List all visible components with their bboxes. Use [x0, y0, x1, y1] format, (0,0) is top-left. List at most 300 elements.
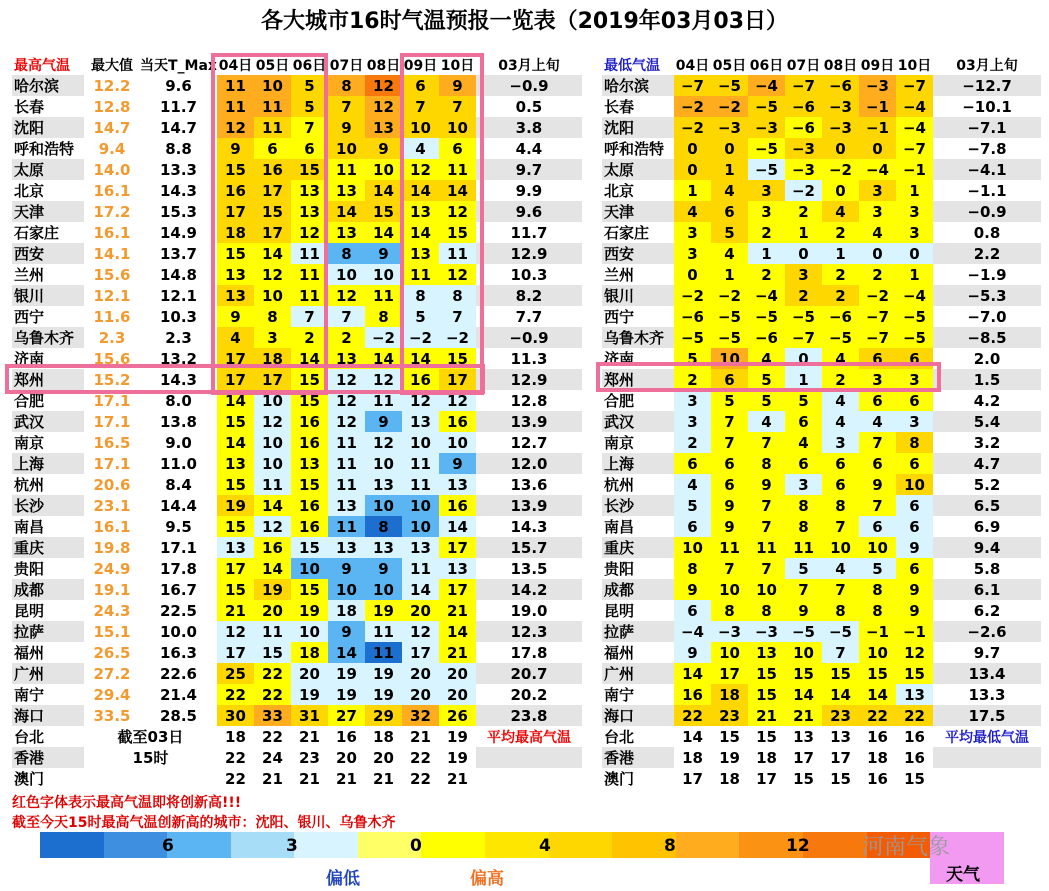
header-cell: 最高气温 — [14, 57, 70, 74]
city-name: 重庆 — [12, 537, 84, 558]
city-name: 武汉 — [12, 411, 84, 432]
record-max: 27.2 — [93, 664, 131, 683]
forecast-cell: −7 — [896, 75, 933, 96]
city-name: 台北 — [14, 728, 45, 746]
forecast-cell: 11 — [328, 432, 365, 453]
forecast-cell: 16 — [402, 369, 439, 390]
forecast-cell: −1 — [859, 621, 896, 642]
table-row — [602, 180, 1041, 201]
forecast-cell: 10 — [328, 264, 365, 285]
forecast-cell: −5 — [896, 327, 933, 348]
forecast-cell: 15 — [254, 642, 291, 663]
dekad-avg: 9.9 — [515, 181, 543, 200]
dekad-avg: −0.9 — [476, 327, 582, 348]
dekad-avg: 4.7 — [933, 453, 1041, 474]
forecast-cell: −7 — [896, 138, 933, 159]
dekad-avg: −2.6 — [933, 621, 1041, 642]
forecast-cell: 10 — [254, 285, 291, 306]
forecast-cell: 15 — [748, 726, 785, 747]
header-cell: 最大值 — [91, 57, 133, 74]
forecast-cell: 32 — [402, 705, 439, 726]
forecast-cell: 12 — [365, 432, 402, 453]
table-row — [12, 747, 582, 768]
forecast-cell: −7 — [859, 327, 896, 348]
forecast-cell: 1 — [896, 264, 933, 285]
legend-tick: 6 — [162, 836, 174, 856]
forecast-cell: 7 — [859, 495, 896, 516]
forecast-cell: 11 — [439, 159, 476, 180]
forecast-cell: 9 — [896, 537, 933, 558]
forecast-cell: 15 — [291, 159, 328, 180]
forecast-cell: 12 — [402, 390, 439, 411]
forecast-cell: 7 — [822, 642, 859, 663]
forecast-cell: 8 — [402, 285, 439, 306]
forecast-cell: 9 — [328, 621, 365, 642]
dekad-avg: 20.2 — [510, 685, 548, 704]
dekad-avg: 8.2 — [476, 285, 582, 306]
forecast-cell: 6 — [785, 453, 822, 474]
forecast-cell: 15 — [822, 768, 859, 789]
forecast-cell: 6 — [896, 516, 933, 537]
table-row — [602, 474, 1041, 495]
forecast-cell: 5 — [711, 390, 748, 411]
city-name: 北京 — [604, 182, 635, 200]
forecast-cell: 21 — [328, 768, 365, 789]
table-row — [12, 516, 582, 537]
record-max: 33.5 — [93, 706, 131, 725]
forecast-cell: 14 — [439, 516, 476, 537]
forecast-cell: −6 — [785, 117, 822, 138]
forecast-cell: 0 — [674, 264, 711, 285]
today-max: 16.7 — [159, 580, 197, 599]
forecast-cell: −5 — [785, 621, 822, 642]
forecast-cell: 24 — [254, 747, 291, 768]
forecast-cell: 15 — [748, 684, 785, 705]
forecast-cell: 7 — [822, 579, 859, 600]
forecast-cell: 10 — [402, 516, 439, 537]
forecast-cell: 31 — [291, 705, 328, 726]
city-name: 西安 — [12, 243, 84, 264]
forecast-cell: 3 — [859, 180, 896, 201]
dekad-avg: 3.8 — [476, 117, 582, 138]
dekad-avg: 0.8 — [973, 223, 1001, 242]
city-name: 哈尔滨 — [602, 75, 674, 96]
forecast-cell: −5 — [748, 306, 785, 327]
today-max: 10.3 — [159, 307, 197, 326]
forecast-cell: 1 — [785, 222, 822, 243]
today-max: 16.3 — [159, 643, 197, 662]
dekad-avg: 11.7 — [510, 223, 548, 242]
forecast-cell: 14 — [254, 558, 291, 579]
forecast-cell: 10 — [365, 159, 402, 180]
forecast-cell: 0 — [822, 180, 859, 201]
forecast-cell: 9 — [217, 306, 254, 327]
forecast-cell: 6 — [896, 390, 933, 411]
forecast-cell: −2 — [674, 285, 711, 306]
table-row — [602, 222, 1041, 243]
forecast-cell: 14 — [217, 390, 254, 411]
forecast-cell: 14 — [402, 222, 439, 243]
dekad-avg: −0.9 — [933, 201, 1041, 222]
forecast-cell: 8 — [785, 516, 822, 537]
forecast-cell: 13 — [217, 264, 254, 285]
forecast-cell: 14 — [402, 579, 439, 600]
forecast-cell: −7 — [785, 75, 822, 96]
forecast-cell: 11 — [217, 96, 254, 117]
forecast-cell: 4 — [859, 411, 896, 432]
forecast-cell: 5 — [785, 390, 822, 411]
forecast-cell: 15 — [365, 201, 402, 222]
today-max: 14.3 — [159, 181, 197, 200]
forecast-cell: 3 — [896, 222, 933, 243]
forecast-cell: 11 — [365, 285, 402, 306]
forecast-cell: −7 — [785, 327, 822, 348]
forecast-cell: 10 — [439, 117, 476, 138]
table-row — [12, 726, 582, 747]
dekad-avg: 17.5 — [933, 705, 1041, 726]
forecast-cell: 17 — [254, 369, 291, 390]
legend-tick: 12 — [786, 836, 810, 856]
dekad-avg: −1.9 — [967, 265, 1007, 284]
city-name: 香港 — [602, 747, 674, 768]
dekad-avg: 平均最高气温 — [486, 729, 571, 746]
forecast-cell: 19 — [328, 663, 365, 684]
forecast-cell: −3 — [748, 621, 785, 642]
forecast-cell: 2 — [859, 264, 896, 285]
forecast-cell: 2 — [674, 369, 711, 390]
forecast-cell: 8 — [785, 495, 822, 516]
forecast-cell: 7 — [822, 516, 859, 537]
forecast-cell: 20 — [439, 684, 476, 705]
forecast-cell: 11 — [365, 621, 402, 642]
note-record-red: 红色字体表示最高气温即将创新高!!! — [12, 795, 242, 811]
forecast-cell: 3 — [859, 201, 896, 222]
forecast-cell: 11 — [254, 117, 291, 138]
today-max: 12.1 — [159, 286, 197, 305]
city-name: 南昌 — [14, 518, 45, 536]
forecast-cell: −6 — [674, 306, 711, 327]
forecast-cell: −2 — [365, 327, 402, 348]
table-row — [12, 768, 582, 789]
forecast-cell: 15 — [217, 411, 254, 432]
forecast-cell: 13 — [365, 474, 402, 495]
highlight-zhengzhou-min — [596, 362, 941, 392]
forecast-cell: 7 — [711, 558, 748, 579]
forecast-cell: 1 — [896, 180, 933, 201]
forecast-cell: 15 — [859, 663, 896, 684]
forecast-cell: −5 — [711, 75, 748, 96]
forecast-cell: 3 — [896, 411, 933, 432]
city-name: 贵阳 — [604, 560, 635, 578]
forecast-cell: 5 — [291, 96, 328, 117]
forecast-cell: 13 — [217, 537, 254, 558]
table-row — [12, 537, 582, 558]
forecast-cell: 13 — [328, 537, 365, 558]
forecast-cell: 1 — [822, 243, 859, 264]
dekad-avg: 12.9 — [476, 243, 582, 264]
forecast-cell: 14 — [328, 642, 365, 663]
forecast-cell: 18 — [254, 348, 291, 369]
forecast-cell: 21 — [365, 768, 402, 789]
forecast-cell: 10 — [896, 474, 933, 495]
city-name: 南昌 — [604, 518, 635, 536]
header-cell: 10日 — [897, 57, 932, 74]
table-row — [602, 516, 1041, 537]
today-max: 9.5 — [165, 517, 192, 536]
today-max: 13.8 — [159, 412, 197, 431]
today-max: 15.3 — [159, 202, 197, 221]
city-name: 西安 — [602, 243, 674, 264]
dekad-avg: 12.3 — [476, 621, 582, 642]
city-name: 长沙 — [12, 495, 84, 516]
forecast-cell: 7 — [439, 96, 476, 117]
forecast-cell: 12 — [402, 159, 439, 180]
forecast-cell: 21 — [402, 726, 439, 747]
record-max: 16.1 — [93, 181, 131, 200]
forecast-cell: 8 — [859, 600, 896, 621]
forecast-cell: −5 — [822, 621, 859, 642]
dekad-avg: 0.5 — [515, 97, 543, 116]
dekad-avg: 13.6 — [510, 475, 548, 494]
forecast-cell: 0 — [859, 243, 896, 264]
forecast-cell: 4 — [748, 411, 785, 432]
header-cell: 04日 — [218, 57, 253, 74]
forecast-cell: 11 — [439, 243, 476, 264]
forecast-cell: 3 — [785, 474, 822, 495]
table-row — [602, 705, 1041, 726]
forecast-cell: 8 — [328, 75, 365, 96]
forecast-cell: 11 — [254, 621, 291, 642]
city-name: 澳门 — [604, 770, 635, 788]
forecast-cell: 20 — [439, 663, 476, 684]
forecast-cell: 11 — [785, 537, 822, 558]
forecast-cell: 11 — [254, 96, 291, 117]
header-cell: 08日 — [823, 57, 858, 74]
dekad-avg: 7.7 — [515, 307, 543, 326]
today-max: 13.3 — [159, 160, 197, 179]
forecast-cell: −5 — [674, 327, 711, 348]
city-name: 长沙 — [602, 495, 674, 516]
forecast-cell: 11 — [254, 474, 291, 495]
forecast-cell: 7 — [859, 432, 896, 453]
forecast-cell: 5 — [674, 348, 711, 369]
table-row — [602, 138, 1041, 159]
header-cell: 09日 — [860, 57, 895, 74]
forecast-cell: 17 — [217, 558, 254, 579]
forecast-cell: 22 — [402, 747, 439, 768]
city-name: 济南 — [604, 350, 635, 368]
dekad-avg: 14.2 — [476, 579, 582, 600]
forecast-cell: 2 — [785, 285, 822, 306]
forecast-cell: 22 — [896, 705, 933, 726]
record-max: 12.2 — [93, 76, 131, 95]
forecast-cell: 9 — [328, 117, 365, 138]
forecast-cell: 10 — [859, 537, 896, 558]
forecast-cell: 14 — [365, 222, 402, 243]
forecast-cell: 2 — [674, 432, 711, 453]
forecast-cell: 8 — [859, 579, 896, 600]
forecast-cell: 13 — [217, 285, 254, 306]
forecast-cell: 22 — [254, 726, 291, 747]
dekad-avg — [476, 747, 582, 768]
forecast-cell: 9 — [439, 453, 476, 474]
city-name: 贵阳 — [14, 560, 45, 578]
forecast-cell: 22 — [402, 768, 439, 789]
table-row — [602, 768, 1041, 789]
forecast-cell: 20 — [402, 684, 439, 705]
forecast-cell: 2 — [748, 222, 785, 243]
today-max: 14.4 — [159, 496, 197, 515]
highlight-zhengzhou-max — [5, 364, 485, 394]
forecast-cell: 17 — [785, 747, 822, 768]
forecast-cell: 21 — [748, 705, 785, 726]
forecast-cell: 1 — [674, 180, 711, 201]
forecast-cell: 15 — [291, 369, 328, 390]
forecast-cell: 8 — [365, 516, 402, 537]
table-row — [12, 705, 582, 726]
city-name: 长春 — [14, 98, 45, 116]
dekad-avg: 6.1 — [933, 579, 1041, 600]
forecast-cell: 10 — [748, 579, 785, 600]
table-row — [12, 600, 582, 621]
forecast-cell: 19 — [711, 747, 748, 768]
forecast-cell: 9 — [748, 474, 785, 495]
city-name: 天津 — [12, 201, 84, 222]
forecast-cell: 6 — [822, 453, 859, 474]
table-row — [602, 684, 1041, 705]
forecast-cell: 21 — [291, 726, 328, 747]
table-row — [12, 621, 582, 642]
forecast-cell: 16 — [328, 726, 365, 747]
forecast-cell: 5 — [859, 558, 896, 579]
forecast-cell: 13 — [439, 474, 476, 495]
record-max: 15.6 — [93, 349, 131, 368]
forecast-cell: 23 — [711, 705, 748, 726]
forecast-cell: 12 — [402, 621, 439, 642]
dekad-avg: 10.3 — [510, 265, 548, 284]
forecast-cell: 0 — [785, 243, 822, 264]
forecast-cell: 15 — [711, 726, 748, 747]
forecast-cell: 33 — [254, 705, 291, 726]
record-max: 29.4 — [93, 685, 131, 704]
forecast-cell: 14 — [859, 684, 896, 705]
legend-tick: 3 — [286, 836, 298, 856]
record-max: 15.2 — [93, 370, 131, 389]
table-row — [602, 243, 1041, 264]
watermark: 河南气象 — [862, 835, 951, 860]
forecast-cell: 19 — [291, 684, 328, 705]
forecast-cell: 12 — [365, 75, 402, 96]
city-name: 太原 — [602, 159, 674, 180]
forecast-cell: 19 — [365, 663, 402, 684]
forecast-cell: 14 — [402, 180, 439, 201]
today-max: 9.6 — [165, 76, 192, 95]
forecast-cell: −3 — [748, 117, 785, 138]
forecast-cell: 6 — [711, 474, 748, 495]
forecast-cell: 12 — [328, 390, 365, 411]
forecast-cell: 13 — [402, 201, 439, 222]
forecast-cell: 9 — [674, 642, 711, 663]
forecast-cell: 26 — [439, 705, 476, 726]
forecast-cell: −5 — [748, 159, 785, 180]
forecast-cell: 9 — [896, 579, 933, 600]
forecast-cell: 13 — [291, 453, 328, 474]
forecast-cell: 7 — [328, 306, 365, 327]
forecast-cell: 12 — [328, 369, 365, 390]
forecast-cell: 6 — [674, 453, 711, 474]
forecast-cell: 16 — [291, 411, 328, 432]
record-max: 12.1 — [93, 286, 131, 305]
forecast-cell: 4 — [785, 432, 822, 453]
forecast-cell: 16 — [859, 726, 896, 747]
forecast-cell: −4 — [748, 75, 785, 96]
table-row — [602, 117, 1041, 138]
forecast-cell: −1 — [859, 117, 896, 138]
forecast-cell: 10 — [291, 621, 328, 642]
forecast-cell: 2 — [822, 264, 859, 285]
forecast-cell: 6 — [711, 201, 748, 222]
dekad-avg: 4.2 — [973, 391, 1001, 410]
forecast-cell: 11 — [748, 537, 785, 558]
dekad-avg: −8.5 — [933, 327, 1041, 348]
forecast-cell: 13 — [365, 537, 402, 558]
city-name: 澳门 — [14, 770, 45, 788]
forecast-cell: 17 — [674, 768, 711, 789]
city-name: 兰州 — [14, 266, 45, 284]
dekad-avg: −7.8 — [967, 139, 1007, 158]
forecast-cell: −2 — [859, 285, 896, 306]
forecast-cell: 3 — [859, 369, 896, 390]
forecast-cell: 10 — [439, 432, 476, 453]
table-row — [602, 600, 1041, 621]
table-row — [602, 306, 1041, 327]
city-name: 沈阳 — [12, 117, 84, 138]
forecast-cell: 27 — [328, 705, 365, 726]
forecast-cell: 20 — [402, 663, 439, 684]
forecast-cell: 18 — [711, 684, 748, 705]
forecast-cell: 2 — [748, 264, 785, 285]
forecast-cell: 15 — [291, 474, 328, 495]
highlight-09-10 — [400, 53, 484, 395]
forecast-cell: 4 — [822, 348, 859, 369]
header-cell: 04日 — [675, 57, 710, 74]
city-name: 福州 — [14, 644, 45, 662]
dekad-avg: 6.9 — [973, 517, 1001, 536]
page-title: 各大城市16时气温预报一览表（2019年03月03日） — [260, 9, 789, 34]
table-row — [602, 453, 1041, 474]
forecast-cell: 13 — [896, 684, 933, 705]
forecast-cell: 16 — [254, 537, 291, 558]
dekad-avg: 15.7 — [476, 537, 582, 558]
forecast-cell: 14 — [254, 495, 291, 516]
forecast-cell: 17 — [254, 222, 291, 243]
today-max: 9.0 — [165, 433, 192, 452]
today-max: 22.5 — [159, 601, 197, 620]
forecast-cell: 7 — [748, 558, 785, 579]
dekad-avg: 12.0 — [476, 453, 582, 474]
forecast-cell: 21 — [291, 768, 328, 789]
forecast-cell: −5 — [748, 96, 785, 117]
forecast-cell: −3 — [785, 138, 822, 159]
forecast-cell: 9 — [711, 495, 748, 516]
forecast-cell: 19 — [217, 495, 254, 516]
forecast-cell: 17 — [439, 369, 476, 390]
record-max: 24.3 — [93, 601, 131, 620]
header-cell: 05日 — [712, 57, 747, 74]
forecast-cell: 18 — [217, 222, 254, 243]
forecast-cell: 12 — [328, 411, 365, 432]
forecast-cell: 2 — [822, 369, 859, 390]
